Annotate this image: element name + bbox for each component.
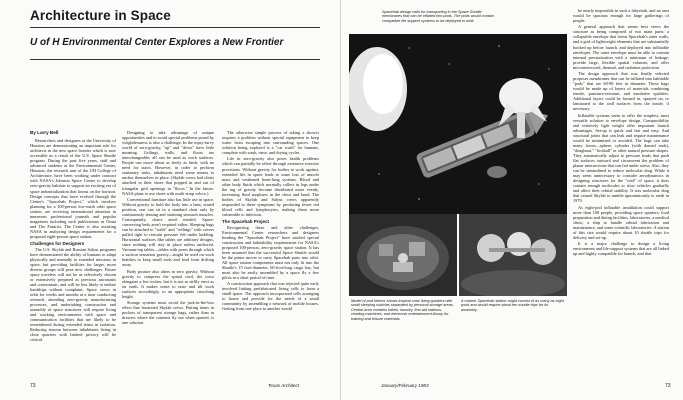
station-caption: A mature Spacehab station might consist of as many as eight pods and would require about ten shuttle trips for its assembly.	[461, 299, 564, 312]
right-page	[341, 0, 683, 400]
paragraph: Designing to take advantage of unique opportunities and to avoid special problems posed by weightlessness is also a challenge. In the topsy-turvy world of zero-gravity, "up" and "down" have little meaning. Ceilings, walls, and floors are interchangeable; all can be used as work surfaces. People can move about as freely as birds, with no need for stairs. However, in order to perform stationary tasks, inhabitants need some means to anchor themselves in place. (Skylab crews had cleats attached to their shoes that popped in and out of triangular grid openings in "floors." In the future, NASA plans to use shoes with multi-strap velcro.)	[122, 130, 214, 196]
paragraph: As eight-pod inflatable installation could support more than 100 people, providing space quarters, food preparation and dining facilities, laboratories, a medical clinic, a ship to handle orbital fabrication and maintenance, and some scientific laboratories. A station of this size would require about 10 shuttle trips for delivery and set-up.	[573, 204, 669, 240]
text-column-2	[122, 130, 214, 375]
article-subtitle: U of H Environmental Center Explores a New Frontier	[30, 37, 284, 48]
paragraph: It is a major challenge to design a living environment and life-support systems that are all linked up and highly compatible for launch, and that	[573, 241, 669, 257]
publication-name: Texas Architect	[268, 383, 300, 388]
text-column-right	[573, 8, 669, 378]
space-shuttle-illustration	[349, 34, 567, 214]
left-page	[0, 0, 341, 400]
paragraph: Recognizing these and other challenges, Environmental Center researchers and designers heading the "Spacehab Project" have studied special construction and habitability requirements for NASA's proposed 100-person, zero-gravity space station. It has been assumed that the successful Space Shuttle would be the prime mover to carry Spacehab parts into orbit. All space station components must not only fit into the Shuttle's 15 foot-diameter, 60-foot-long cargo bay, but must also be easily assembled by a space fly a few pilots in a short period of time.	[222, 224, 319, 280]
paragraph: A construction approach that was rejected quite early involved linking prefabricated living cells to form a small space. The approach incorporated cells arranging to house and provide for the needs of a small community by assembling a network of mobile houses. Getting from one place to another would	[222, 281, 319, 312]
paragraph: Storage systems must avoid the jack-in-the-box effect that frustrated Skylab crews. Putting items in pockets of transparent storage bags, rather than in drawers where the contents fly out when opened, is one solution.	[122, 300, 214, 326]
paragraph: Conventional furniture also has little use in space. Without gravity to hold the body into a bent, seated position, one can sit in a standard chair only by continuously tensing and straining stomach muscles. Consequently, chairs aren't needed. Space-conserving beds aren't required either. Sleeping bags can be attached to "walls" and "ceilings" with covers pulled tight to restrain pressure felt under bedding. Horizontal surfaces like tables are arbitrary designs, since nothing will stay in place unless anchored. Vacuum-top tables—tables with pores through which a suction sensation gravity—might be used on work benches to keep small tools and food from drifting away.	[122, 196, 214, 268]
station-model-photo	[459, 214, 567, 296]
paragraph: The otherwise simple process of taking a shower requires a problem without special equipment to keep water from escaping into surrounding spaces. One solution being explored is a "car wash" for humans, complete with wash, rinse, and drying cycles.	[222, 130, 319, 156]
paragraph: Body posture also alters in zero gravity. Without gravity to compress the spinal cord, the torso elongates a few inches, but it is not as stiffly erect as on earth. It makes sense to raise and tilt work surfaces accordingly, to an appropriate crouching height.	[122, 268, 214, 299]
subtitle-rule	[30, 59, 320, 60]
paragraph: Researchers and designers at the University of Houston are demonstrating an important role for architects in the new space frontier which is now accessible as a result of the U.S. Space Shuttle program. During the past five years, staff and advanced students at the Environmental Center, Houston, the research arm of the UH College of Architecture, have been working under contract with NASA's Johnson Space Center to develop zero-gravity habitats to support an exciting era of space industrialization that looms on the horizon. Design concepts that have evolved through the Center's "Spacehab Project," which involves planning for a 100-person low-earth orbit space station, are receiving international attention in numerous professional journals and popular magazines including such publications as Omni and The Futurist. The Center is also assisting NASA in analyzing design requirements for a proposed eight-person space station.	[30, 138, 116, 239]
paragraph: be nearly impossible in such a labyrinth, and an area would be spacious enough for large gatherings of people.	[573, 8, 669, 24]
paragraph: The U.S. Skylab and Russian Salyut programs have demonstrated the ability of humans to adapt physically and mentally to extended missions in space, but providing facilities for larger, more diverse groups will pose new challenges. Future space travelers will not be as selectively chosen or extensively prepared as previous astronauts and cosmonauts, and will be less likely to endure hardships without complaint. Space crews in orbit for weeks and months at a time conducting research, attending zero-gravity manufacturing processes, and undertaking construction and assembly of space structures will require living and working environments with space and communication facilities that are likely to be remembered during extended terms in isolation. Reducing tension between inhabitants living in close quarters with limited privacy will be critical.	[30, 246, 116, 343]
pod-model-illustration	[349, 214, 457, 296]
paragraph: Life in zero-gravity also poses health problems which can partially be offset through extensive exercise provisions. Without gravity for bodies to work against, extended life in space leads to some loss of muscle mass and weakened heart-lung systems. Blood and other body fluids which normally collect in legs under the tug of gravity become distributed more evenly, increasing fluid surpluses in the chest and head. The bodies of Skylab and Salyut crews apparently responded to these symptoms by producing fewer red blood cells and lymphocytes, making them more vulnerable to infection.	[222, 156, 319, 217]
station-model-illustration	[459, 214, 567, 296]
pod-model-photo	[349, 214, 457, 296]
text-column-3	[222, 130, 319, 375]
paragraph: A general approach that seems best views the structure as being composed of two main parts: a collapsible envelope that forms Spacehab's outer walls, and a grid of lightweight elements that are substantially hooked up before launch, and deployed into inflatable envelopes. The outer envelope must be able to contain internal pressurization with a minimum of leakage, provide large, flexible spatial volumes, and offer micrometeoroid, thermal, and radiation protection.	[573, 24, 669, 70]
paragraph: Inflatable systems seem to offer the simplest, most versatile solution to envelope design. Compactibility and relatively light weight offer important launch advantages. Set-up is quick and fast and easy. And structural joints that can leak and require maintenance would be minimized or avoided. The bags can take many forms—sphere, cylinder (with domed ends), "doughnut," "football" or other natural pressure shapes. They automatically adjust to pressure loads that push flat surfaces outward and circumvent the problem of planar intersections that can fail under stress. Also, they can be streamlined to reduce molecular drag. While it may seem unnecessary to consider aerodynamics in designing structures for the "void" of space, it does contain enough molecules to slow vehicles gradually and affect their orbital stability. It was molecular drag that caused Skylab to tumble ignominiously to earth in 1979.	[573, 112, 669, 204]
article-heading: Architecture in Space	[30, 8, 171, 23]
model-caption: Model of pod interior shows tropical crew living quarters with small sleeping cubicles separated by personal storage areas. Central area contains toilets, laundry, first-aid stations, vending machines, and electronic entertainment library for training and leisure materials.	[351, 299, 454, 321]
right-page-number: 73	[665, 383, 671, 389]
space-shuttle-photo	[349, 34, 567, 214]
left-page-number: 73	[30, 383, 36, 389]
issue-date: January/February 1983	[381, 383, 429, 388]
paragraph: The design approach that was finally selected proposes membranes that can be inflated into habitable "pods" that are 60-90 feet in diameter. These bags would be made up of layers of materials combining tensile, puncture-resistant, and insulative qualities. Additional layers could be formed in, sprayed on, or laminated to the wall surfaces from the inside, if necessary.	[573, 70, 669, 112]
text-column-1	[30, 130, 116, 375]
section-heading: Challenges for Designers	[30, 240, 85, 246]
photo-caption-top: Spacehab design calls for transporting in the Space Shuttle membranes that can be inflated into pods. The pods would contain compatible life support systems to be deployed in orbit.	[382, 10, 494, 23]
byline: By Larry Bell	[30, 130, 59, 135]
heading-rule	[30, 27, 320, 28]
section-heading: The Spacehab Project	[222, 218, 270, 224]
